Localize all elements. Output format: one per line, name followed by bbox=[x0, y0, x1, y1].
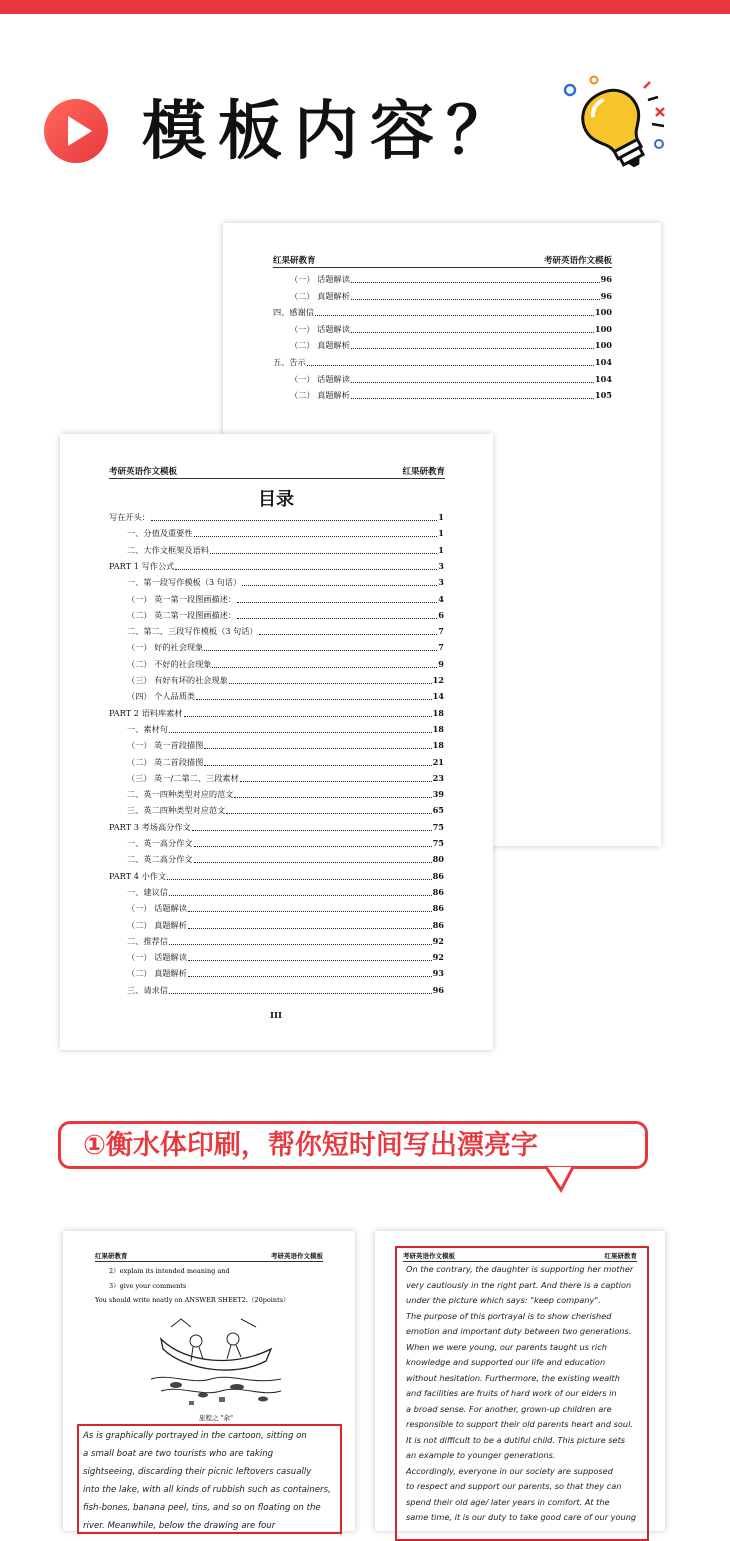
handwriting-line: fish-bones, banana peel, tins, and so on floating on the bbox=[83, 1503, 321, 1513]
toc-entry-label: （二） 真题解析 bbox=[290, 290, 350, 301]
page-header-left: 考研英语作文模板 bbox=[403, 1252, 455, 1260]
toc-entry-page: 86 bbox=[432, 919, 444, 930]
handwriting-line: On the contrary, the daughter is supporting her mother bbox=[406, 1264, 634, 1274]
toc-leader bbox=[151, 520, 437, 521]
feature-banner bbox=[58, 1121, 648, 1169]
toc-entry bbox=[273, 357, 612, 368]
toc-entry-page: 18 bbox=[432, 707, 444, 718]
toc-leader bbox=[237, 602, 437, 603]
toc-leader bbox=[351, 299, 600, 300]
handwriting-line: When we were young, our parents taught us rich bbox=[406, 1341, 607, 1352]
toc-entry bbox=[127, 577, 444, 588]
speech-tail bbox=[546, 1166, 576, 1194]
toc-leader bbox=[188, 960, 432, 961]
toc-entry-page: 18 bbox=[432, 740, 444, 751]
toc-entry-page: 100 bbox=[594, 323, 612, 334]
toc-entry bbox=[127, 887, 444, 898]
page-header-right: 红果研教育 bbox=[402, 467, 445, 477]
toc-entry-page: 104 bbox=[594, 357, 612, 367]
toc-leader bbox=[167, 879, 431, 880]
toc-entry-page: 18 bbox=[432, 723, 444, 734]
toc-entry bbox=[127, 968, 444, 979]
handwriting-line: emotion and important duty between two generations. bbox=[406, 1326, 632, 1336]
toc-entry-label: （二） 真题解析 bbox=[127, 968, 187, 979]
toc-entry-page: 39 bbox=[432, 789, 444, 800]
toc-entry-page: 80 bbox=[432, 854, 444, 865]
toc-entry-page: 92 bbox=[432, 952, 444, 963]
top-accent-bar bbox=[0, 0, 730, 14]
toc-entry-label: （一） 话题解读 bbox=[290, 274, 350, 284]
toc-leader bbox=[192, 830, 432, 831]
toc-entry-label: 一、分值及重要性 bbox=[127, 528, 193, 539]
toc-entry-label: （一） 话题解读 bbox=[290, 373, 350, 384]
toc-entry-label: （二） 英二第一段图画描述： bbox=[127, 609, 237, 620]
toc-entry-label: 五、告示 bbox=[273, 357, 306, 367]
toc-entry-label: 一、建议信 bbox=[127, 886, 168, 897]
toc-entry bbox=[127, 789, 444, 800]
toc-entry-label: PART 3 考场高分作文 bbox=[109, 821, 191, 832]
toc-entry-page: 1 bbox=[438, 528, 444, 539]
toc-leader bbox=[175, 569, 437, 570]
toc-entry-label: （二） 真题解析 bbox=[290, 390, 350, 401]
toc-entry-page: 1 bbox=[438, 512, 444, 522]
toc-leader bbox=[194, 846, 432, 847]
toc-page-front bbox=[60, 434, 493, 1050]
toc-leader bbox=[240, 781, 432, 782]
toc-entry-label: 三、请求信 bbox=[127, 984, 168, 995]
toc-leader bbox=[188, 976, 432, 977]
toc-leader bbox=[204, 748, 431, 749]
handwriting-line: knowledge and supported our life and education bbox=[406, 1357, 606, 1367]
toc-entry-label: （一） 好的社会现象 bbox=[127, 642, 204, 653]
toc-leader bbox=[169, 732, 432, 733]
header-rule bbox=[273, 267, 612, 268]
page-header-left: 红果研教育 bbox=[273, 256, 316, 266]
handwriting-text bbox=[83, 1427, 339, 1535]
toc-leader bbox=[259, 634, 438, 635]
header-rule bbox=[95, 1261, 323, 1262]
toc-entry-page: 86 bbox=[432, 903, 444, 914]
toc-entry bbox=[127, 936, 444, 947]
toc-leader bbox=[351, 348, 594, 349]
toc-entry bbox=[127, 545, 444, 556]
toc-entry-page: 23 bbox=[432, 772, 444, 783]
toc-entry-label: （一） 话题解读 bbox=[127, 952, 187, 963]
toc-entry-label: 一、素材句 bbox=[127, 723, 168, 734]
handwriting-line: sightseeing, discarding their picnic leftovers casually bbox=[83, 1467, 312, 1477]
toc-entry-page: 4 bbox=[438, 593, 444, 604]
toc-entry bbox=[127, 528, 444, 539]
toc-entry-label: 三、英二四种类型对应范文 bbox=[127, 805, 226, 816]
handwriting-line: It is not difficult to be a dutiful child. This picture sets bbox=[406, 1434, 626, 1445]
toc-entry-label: 二、英二高分作文 bbox=[127, 854, 193, 865]
handwriting-line: under the picture which says: "keep company". bbox=[406, 1295, 601, 1305]
toc-leader bbox=[188, 911, 432, 912]
toc-entry bbox=[290, 291, 612, 302]
handwriting-line: responsible to support their old parents heart and soul. bbox=[406, 1419, 633, 1429]
toc-leader bbox=[169, 895, 432, 896]
toc-entry-page: 105 bbox=[594, 390, 612, 401]
toc-leader bbox=[229, 683, 432, 684]
toc-leader bbox=[315, 315, 594, 316]
toc-leader bbox=[307, 365, 594, 366]
toc-entry-label: 写在开头： bbox=[109, 512, 150, 522]
toc-entry-label: 一、第一段写作模板（3 句话） bbox=[127, 577, 242, 588]
toc-leader bbox=[237, 618, 437, 619]
toc-entry bbox=[127, 773, 444, 784]
toc-entry-label: 一、英一高分作文 bbox=[127, 838, 193, 848]
toc-entry bbox=[127, 920, 444, 931]
toc-leader bbox=[194, 536, 438, 537]
instruction-2: 3）give your comments bbox=[109, 1282, 187, 1290]
toc-entry bbox=[290, 390, 612, 401]
page-header-left: 红果研教育 bbox=[95, 1252, 128, 1260]
toc-entry bbox=[127, 626, 444, 637]
toc-leader bbox=[351, 398, 594, 399]
toc-entry bbox=[127, 985, 444, 996]
toc-entry-page: 96 bbox=[600, 290, 612, 301]
toc-leader bbox=[226, 813, 431, 814]
toc-entry-label: （二） 英二首段描图 bbox=[127, 756, 204, 767]
page-header-left: 考研英语作文模板 bbox=[109, 467, 178, 477]
page-header-right: 考研英语作文模板 bbox=[543, 256, 612, 266]
toc-entry bbox=[109, 512, 444, 523]
toc-entry-page: 96 bbox=[600, 274, 612, 284]
toc-entry bbox=[127, 724, 444, 735]
toc-entry-page: 1 bbox=[438, 544, 444, 555]
toc-entry bbox=[127, 854, 444, 865]
toc-leader bbox=[210, 553, 437, 554]
handwriting-line: an example to younger generations. bbox=[406, 1450, 556, 1460]
cartoon-caption: 旅程之 "余" bbox=[199, 1414, 234, 1422]
toc-entry-label: （一） 话题解读 bbox=[290, 323, 350, 334]
toc-entry-page: 21 bbox=[432, 756, 444, 767]
toc-entry bbox=[290, 374, 612, 385]
header-rule bbox=[109, 478, 445, 479]
toc-entry-label: PART 4 小作文 bbox=[109, 870, 167, 881]
toc-entry-page: 86 bbox=[432, 886, 444, 897]
toc-entry-label: PART 2 语料库素材 bbox=[109, 707, 183, 718]
toc-entry bbox=[127, 675, 444, 686]
toc-leader bbox=[204, 765, 431, 766]
toc-entry bbox=[109, 561, 444, 572]
toc-entry-label: （一） 英一首段描图 bbox=[127, 740, 204, 751]
toc-entry bbox=[127, 838, 444, 849]
toc-leader bbox=[351, 332, 594, 333]
toc-entry-label: 四、感谢信 bbox=[273, 307, 314, 318]
handwriting-line: As is graphically portrayed in the cartoon, sitting on bbox=[83, 1431, 307, 1441]
toc-entry-page: 75 bbox=[432, 838, 444, 848]
toc-entry-label: （一） 话题解读 bbox=[127, 903, 187, 914]
toc-leader bbox=[351, 282, 600, 283]
lightbulb-icon bbox=[556, 72, 676, 182]
toc-entry bbox=[127, 740, 444, 751]
toc-entry-label: （二） 真题解析 bbox=[290, 340, 350, 351]
handwriting-line: river. Meanwhile, below the drawing are four bbox=[83, 1521, 276, 1531]
toc-entry-label: （二） 不好的社会现象 bbox=[127, 658, 212, 669]
handwriting-line: same time, it is our duty to take good care of our young bbox=[406, 1512, 637, 1522]
toc-entry-page: 104 bbox=[594, 373, 612, 384]
toc-entry-page: 75 bbox=[432, 821, 444, 832]
handwriting-line: a broad sense. For another, grown-up children are bbox=[406, 1403, 612, 1414]
play-icon bbox=[44, 99, 108, 163]
toc-leader bbox=[184, 716, 432, 717]
instruction-1: 2）explain its intended meaning and bbox=[109, 1267, 230, 1275]
toc-entry-page: 100 bbox=[594, 307, 612, 318]
toc-entry-page: 12 bbox=[432, 675, 444, 685]
toc-entry-page: 92 bbox=[432, 935, 444, 946]
toc-entry-label: （三） 有好有坏的社会现象 bbox=[127, 675, 228, 685]
toc-leader bbox=[242, 585, 437, 586]
toc-entry-page: 3 bbox=[438, 577, 444, 588]
toc-entry-label: （一） 英一第一段图画描述： bbox=[127, 593, 237, 604]
toc-entry bbox=[127, 594, 444, 605]
handwriting-line: into the lake, with all kinds of rubbish such as containers, bbox=[83, 1485, 331, 1495]
sample-page-right bbox=[375, 1231, 665, 1531]
handwriting-line: and facilities are fruits of hard work of our elders in bbox=[406, 1388, 617, 1398]
toc-entry-page: 9 bbox=[438, 658, 444, 669]
toc-entry-page: 6 bbox=[438, 609, 444, 620]
instruction-3: You should write neatly on ANSWER SHEET2.（20points） bbox=[95, 1296, 290, 1304]
toc-entry bbox=[127, 659, 444, 670]
toc-entry bbox=[127, 805, 444, 816]
handwriting-line: a small boat are two tourists who are taking bbox=[83, 1449, 274, 1459]
handwriting-line: without hesitation. Furthermore, the existing wealth bbox=[406, 1372, 620, 1383]
toc-entry bbox=[127, 757, 444, 768]
section-heading: 模板内容？ bbox=[142, 95, 522, 169]
toc-entry bbox=[127, 903, 444, 914]
toc-entry-label: 二、英一四种类型对应的范文 bbox=[127, 789, 234, 800]
toc-entry-label: （四） 个人品质类 bbox=[127, 691, 196, 702]
page-number: III bbox=[270, 1011, 282, 1021]
toc-title: 目录 bbox=[258, 489, 294, 510]
toc-leader bbox=[204, 650, 437, 651]
toc-entry-label: 二、推荐信 bbox=[127, 935, 168, 946]
toc-entry bbox=[290, 274, 612, 285]
toc-entry bbox=[109, 871, 444, 882]
toc-leader bbox=[194, 862, 432, 863]
toc-leader bbox=[212, 667, 437, 668]
toc-entry bbox=[290, 340, 612, 351]
page-header-right: 考研英语作文模板 bbox=[271, 1252, 323, 1260]
toc-leader bbox=[188, 928, 432, 929]
toc-entry-label: PART 1 写作公式 bbox=[109, 560, 175, 571]
toc-entry-label: （二） 真题解析 bbox=[127, 919, 187, 930]
toc-entry-label: 二、第二、三段写作模板（3 句话） bbox=[127, 626, 258, 637]
toc-entry bbox=[290, 324, 612, 335]
banner-text: ①衡水体印刷，帮你短时间写出漂亮字 bbox=[83, 1130, 538, 1161]
handwriting-line: spend their old age/ later years in comfort. At the bbox=[406, 1496, 610, 1507]
toc-entry-page: 14 bbox=[432, 691, 444, 702]
sample-page-left bbox=[63, 1231, 355, 1531]
toc-entry-page: 86 bbox=[432, 870, 444, 881]
toc-entry-page: 65 bbox=[432, 805, 444, 816]
toc-leader bbox=[196, 699, 431, 700]
toc-entry bbox=[109, 822, 444, 833]
toc-entry-page: 93 bbox=[432, 968, 444, 979]
toc-entry-page: 96 bbox=[432, 984, 444, 995]
toc-entry-page: 3 bbox=[438, 560, 444, 571]
handwriting-line: to respect and support our parents, so that they can bbox=[406, 1481, 622, 1491]
handwriting-line: Accordingly, everyone in our society are supposed bbox=[406, 1465, 613, 1476]
toc-entry-page: 7 bbox=[438, 642, 444, 653]
toc-entry bbox=[127, 691, 444, 702]
toc-entry-label: 二、大作文框架及语料 bbox=[127, 544, 209, 555]
toc-entry bbox=[127, 642, 444, 653]
toc-entry bbox=[127, 952, 444, 963]
toc-entry bbox=[109, 708, 444, 719]
toc-entry bbox=[273, 307, 612, 318]
toc-entry-page: 100 bbox=[594, 340, 612, 351]
toc-entry-label: （三） 英一/二第二、三段素材 bbox=[127, 772, 239, 783]
handwriting-line: very cautiously in the right part. And there is a caption bbox=[406, 1279, 632, 1290]
toc-entry bbox=[127, 610, 444, 621]
toc-leader bbox=[169, 944, 432, 945]
toc-leader bbox=[234, 797, 431, 798]
cartoon-illustration bbox=[141, 1309, 291, 1409]
handwriting-line: The purpose of this portrayal is to show cherished bbox=[406, 1310, 612, 1321]
toc-entry-page: 7 bbox=[438, 626, 444, 637]
toc-leader bbox=[169, 993, 432, 994]
page-header-right: 红果研教育 bbox=[604, 1252, 637, 1260]
handwriting-text bbox=[406, 1262, 642, 1526]
toc-leader bbox=[351, 382, 594, 383]
